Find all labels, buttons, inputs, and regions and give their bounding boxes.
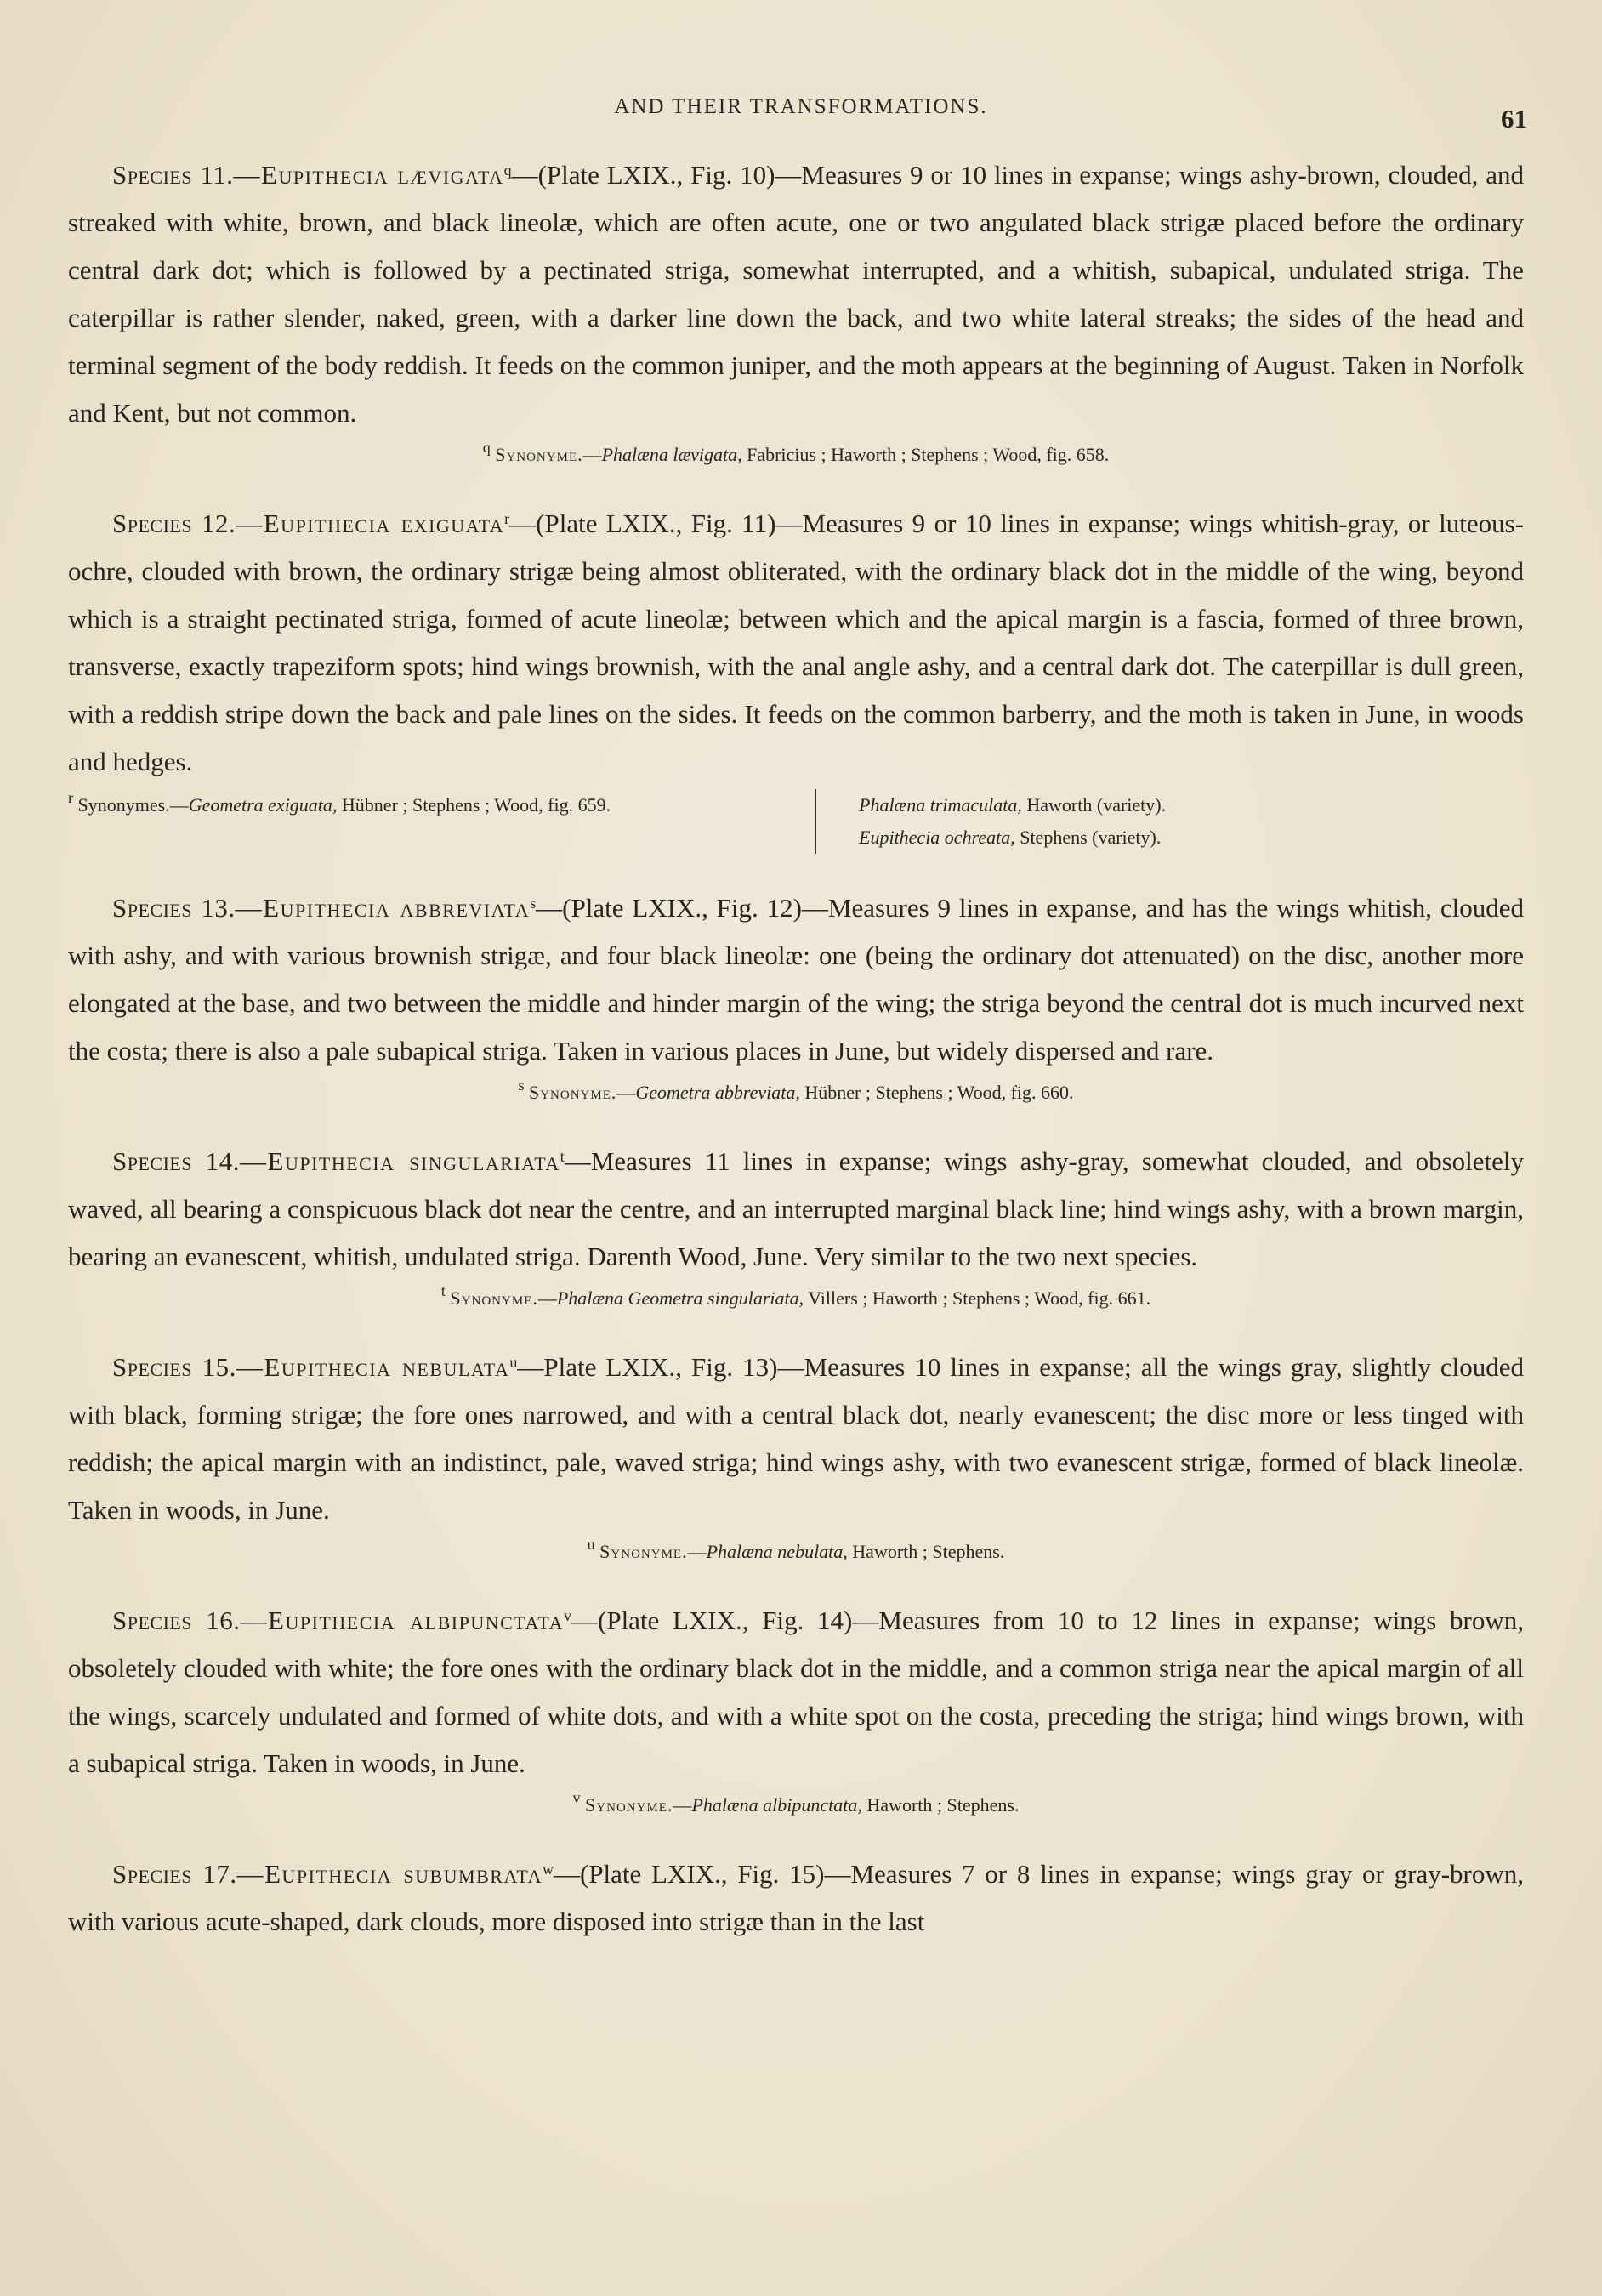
footnote-authorities: Haworth ; Stephens. xyxy=(861,1794,1020,1816)
footnote-ref: t xyxy=(560,1148,565,1165)
species-name: —Eupithecia singulariata xyxy=(240,1146,560,1176)
footnote-dash: — xyxy=(673,1794,692,1816)
footnote-marker: r xyxy=(68,789,73,806)
species-name: —Eupithecia abbreviata xyxy=(235,893,531,923)
species-description: —Plate LXIX., Fig. 13)—Measures 10 lines in expanse; all the wings gray, slightly clouded with black, forming strigæ; the fore ones narrowed, and with a central black dot, nearly evanescent; the disc more or less tinged with reddish; the apical margin with an indistinct, pale, waved striga; hind wings ashy, with two evanescent strigæ, formed of black lineolæ. Taken in woods, in June. xyxy=(68,1352,1524,1525)
species-entry xyxy=(68,1597,1524,1820)
footnote-right-column xyxy=(816,789,1166,854)
footnote-ref: w xyxy=(542,1861,554,1878)
species-paragraph xyxy=(68,1850,1524,1946)
footnote-ref: r xyxy=(504,510,510,527)
footnote-variety-line xyxy=(859,789,1166,821)
species-description: —(Plate LXIX., Fig. 10)—Measures 9 or 10 lines in expanse; wings ashy-brown, clouded, and streaked with white, brown, and black lineolæ, which are often acute, one or two angulated black strigæ placed before the ordinary central dark dot; which is followed by a pectinated striga, somewhat interrupted, and a whitish, subapical, undulated striga. The caterpillar is rather slender, naked, green, with a darker line down the back, and two white lateral streaks; the sides of the head and terminal segment of the body reddish. It feeds on the common juniper, and the moth appears at the beginning of August. Taken in Norfolk and Kent, but not common. xyxy=(68,160,1524,428)
species-entry xyxy=(68,500,1524,854)
footnote-ref: v xyxy=(564,1607,571,1624)
footnote-marker: q xyxy=(482,439,491,456)
species-paragraph xyxy=(68,884,1524,1075)
footnote-marker: u xyxy=(587,1536,595,1553)
footnote-variety-line xyxy=(859,821,1166,854)
footnote-label: Synonyme. xyxy=(495,444,583,465)
species-name: —Eupithecia nebulata xyxy=(236,1352,510,1382)
footnote-synonym-name: Eupithecia ochreata, xyxy=(859,827,1015,848)
footnote-marker: s xyxy=(518,1077,525,1094)
footnote-synonym-name: Phalæna albipunctata, xyxy=(691,1794,862,1816)
footnote-label: Synonyme. xyxy=(585,1794,673,1816)
footnote-authorities: Haworth (variety). xyxy=(1021,794,1167,816)
footnote-synonym-name: Geometra exiguata, xyxy=(188,794,338,816)
species-description: —Measures 11 lines in expanse; wings ashy-gray, somewhat clouded, and obsoletely waved, all bearing a conspicuous black dot near the centre, and an interrupted marginal black line; hind wings ashy, with a brown margin, bearing an evanescent, whitish, undulated striga. Darenth Wood, June. Very similar to the two next species. xyxy=(68,1146,1525,1271)
footnote-label: Synonymes. xyxy=(77,794,170,816)
footnote-two-column xyxy=(68,789,1524,854)
footnote-authorities: Haworth ; Stephens. xyxy=(847,1541,1005,1562)
footnote-dash: — xyxy=(582,444,602,465)
species-name: —Eupithecia lævigata xyxy=(233,160,504,190)
page-number: 61 xyxy=(1501,104,1527,134)
footnote-synonym-name: Phalæna lævigata, xyxy=(601,444,742,465)
footnote-dash: — xyxy=(537,1287,557,1309)
species-entry xyxy=(68,1344,1524,1566)
footnote xyxy=(68,1078,1524,1107)
footnote-ref: s xyxy=(530,895,537,912)
running-title: AND THEIR TRANSFORMATIONS. xyxy=(614,95,988,118)
footnote-authorities: Fabricius ; Haworth ; Stephens ; Wood, fig. 658. xyxy=(741,444,1110,465)
species-entry xyxy=(68,884,1524,1107)
footnote-synonym-name: Phalæna trimaculata, xyxy=(859,794,1022,816)
species-label: Species 16. xyxy=(112,1605,241,1635)
species-description: —(Plate LXIX., Fig. 12)—Measures 9 lines in expanse, and has the wings whitish, clouded with ashy, and with various brownish strigæ, and four black lineolæ: one (being the ordinary dot attenuated) on the disc, another more elongated at the base, and two between the middle and hinder margin of the wing; the striga beyond the central dot is much incurved next the costa; there is also a pale subapical striga. Taken in various places in June, but widely dispersed and rare. xyxy=(68,893,1524,1066)
footnote-authorities: Hübner ; Stephens ; Wood, fig. 659. xyxy=(337,794,611,816)
footnote-dash: — xyxy=(169,794,189,816)
footnote-label: Synonyme. xyxy=(528,1082,617,1103)
species-label: Species 11. xyxy=(112,160,234,190)
species-entry xyxy=(68,1850,1524,1946)
species-label: Species 17. xyxy=(112,1859,237,1889)
species-entry xyxy=(68,151,1524,469)
species-paragraph xyxy=(68,151,1524,437)
page-content xyxy=(68,151,1524,1976)
footnote-synonym-name: Phalæna Geometra singulariata, xyxy=(556,1287,804,1309)
species-paragraph xyxy=(68,1344,1524,1534)
footnote-label: Synonyme. xyxy=(450,1287,538,1309)
species-name: —Eupithecia albipunctata xyxy=(240,1605,564,1635)
species-paragraph xyxy=(68,1597,1524,1787)
footnote-ref: u xyxy=(509,1354,518,1371)
footnote-authorities: Villers ; Haworth ; Stephens ; Wood, fig. 661. xyxy=(804,1287,1151,1309)
footnote-synonym-name: Geometra abbreviata, xyxy=(635,1082,800,1103)
footnote-authorities: Hübner ; Stephens ; Wood, fig. 660. xyxy=(799,1082,1074,1103)
species-label: Species 15. xyxy=(112,1352,236,1382)
species-description: —(Plate LXIX., Fig. 15)—Measures 7 or 8 lines in expanse; wings gray or gray-brown, with various acute-shaped, dark clouds, more disposed into strigæ than in the last xyxy=(68,1859,1524,1936)
species-label: Species 13. xyxy=(112,893,236,923)
footnote-authorities: Stephens (variety). xyxy=(1014,827,1162,848)
footnote xyxy=(68,440,1524,469)
footnote-label: Synonyme. xyxy=(599,1541,688,1562)
species-label: Species 14. xyxy=(112,1146,241,1176)
species-paragraph xyxy=(68,1138,1524,1281)
species-description: —(Plate LXIX., Fig. 11)—Measures 9 or 10 lines in expanse; wings whitish-gray, or luteous-ochre, clouded with brown, the ordinary strigæ being almost obliterated, with the ordinary black dot in the middle of the wing, beyond which is a straight pectinated striga, formed of acute lineolæ; between which and the apical margin is a fascia, formed of three brown, transverse, exactly trapeziform spots; hind wings brownish, with the anal angle ashy, and a central dark dot. The caterpillar is dull green, with a reddish stripe down the back and pale lines on the sides. It feeds on the common barberry, and the moth is taken in June, in woods and hedges. xyxy=(68,509,1524,776)
species-entry xyxy=(68,1138,1524,1313)
footnote xyxy=(68,1537,1524,1566)
footnote-dash: — xyxy=(687,1541,707,1562)
footnote-ref: q xyxy=(503,162,512,179)
footnote-dash: — xyxy=(616,1082,636,1103)
footnote-synonym-name: Phalæna nebulata, xyxy=(706,1541,848,1562)
footnote xyxy=(68,1791,1524,1820)
footnote-marker: v xyxy=(572,1789,581,1806)
species-description: —(Plate LXIX., Fig. 14)—Measures from 10 to 12 lines in expanse; wings brown, obsoletely clouded with white; the fore ones with the ordinary black dot in the middle, and a common striga near the apical margin of all the wings, scarcely undulated and formed of white dots, and with a white spot on the costa, preceding the striga; hind wings brown, with a subapical striga. Taken in woods, in June. xyxy=(68,1605,1524,1778)
footnote xyxy=(68,1284,1524,1313)
species-label: Species 12. xyxy=(112,509,236,538)
species-paragraph xyxy=(68,500,1524,786)
footnote-left-column xyxy=(68,789,816,854)
species-name: —Eupithecia exiguata xyxy=(236,509,505,538)
species-name: —Eupithecia subumbrata xyxy=(236,1859,543,1889)
footnote-marker: t xyxy=(440,1282,446,1299)
